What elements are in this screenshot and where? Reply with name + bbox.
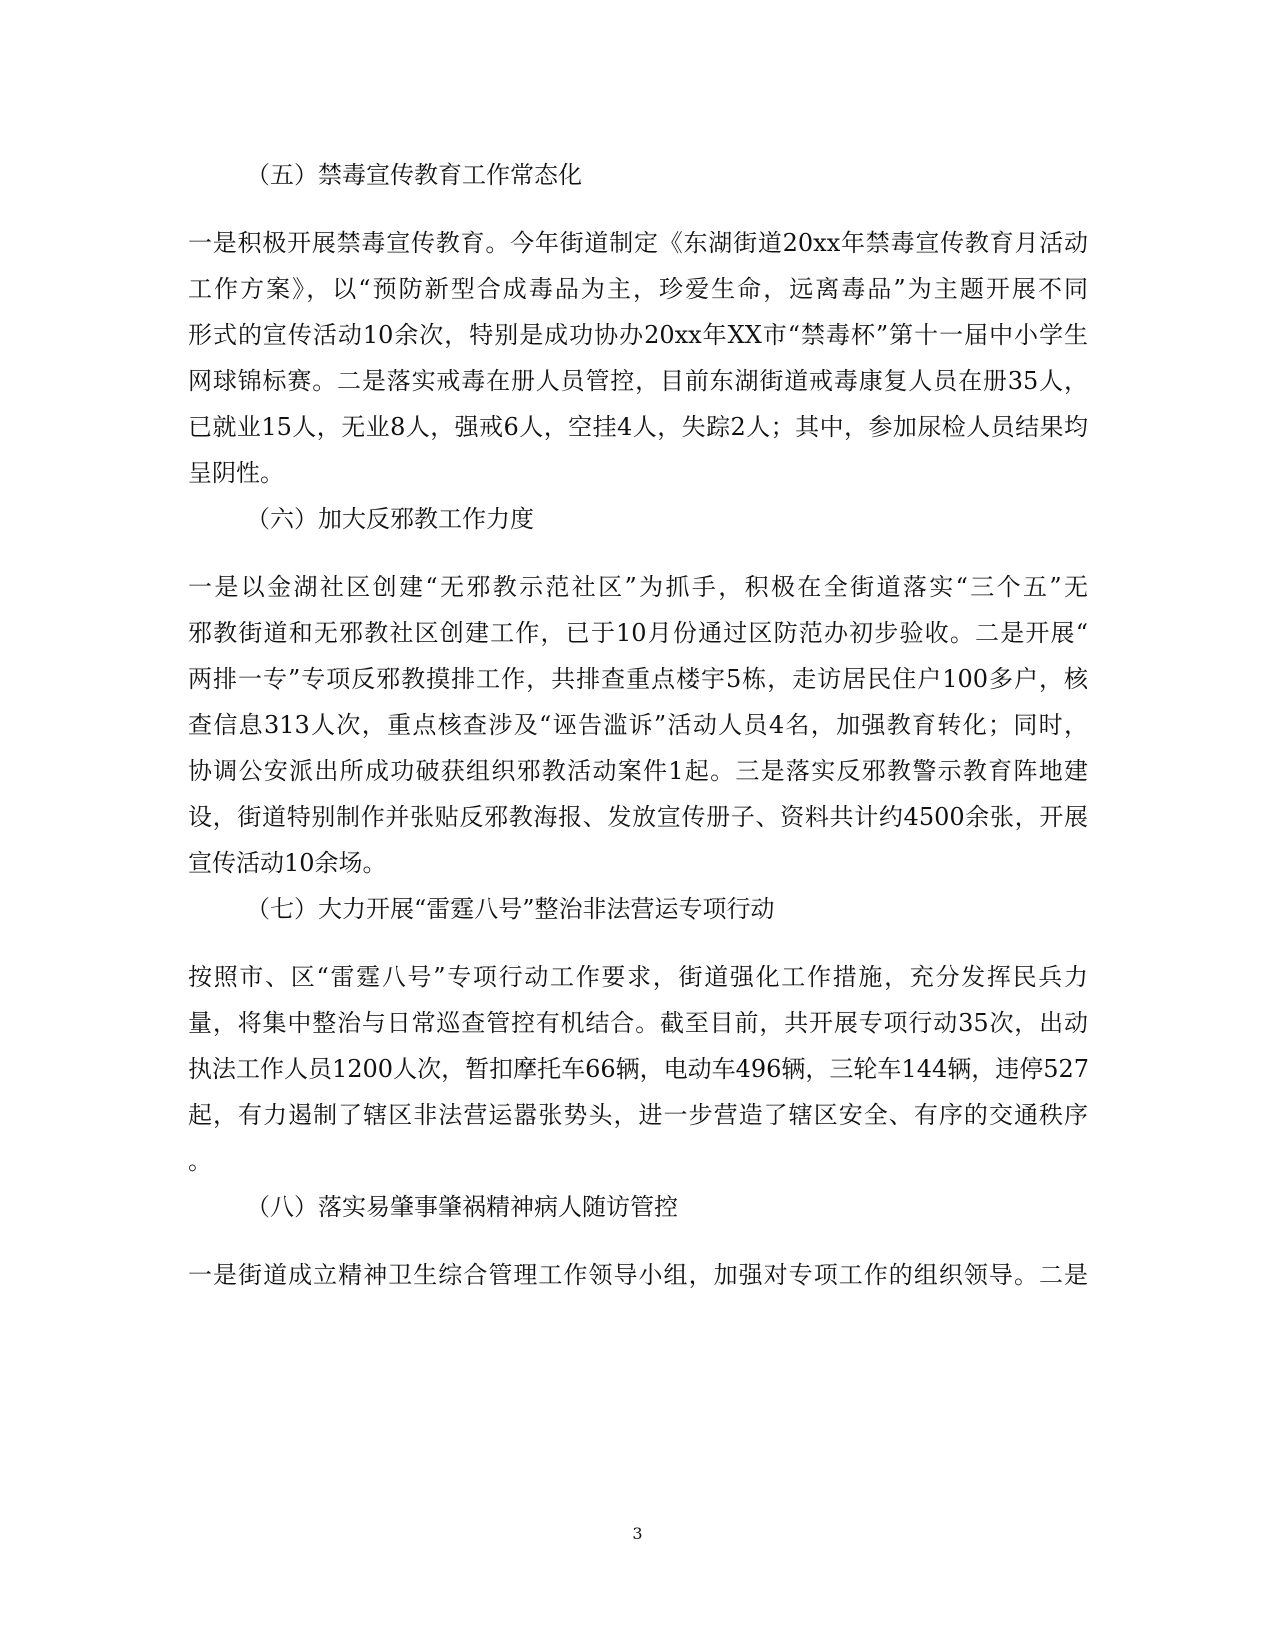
paragraph-line: 按照市、区“雷霆八号”专项行动工作要求，街道强化工作措施，充分发挥民兵力 [188,963,1088,991]
section-heading-7: （七）大力开展“雷霆八号”整治非法营运专项行动 [246,895,775,923]
paragraph-line: 已就业15人，无业8人，强戒6人，空挂4人，失踪2人；其中，参加尿检人员结果均 [188,413,1088,441]
paragraph-line: 量，将集中整治与日常巡查管控有机结合。截至目前，共开展专项行动35次，出动 [188,1009,1088,1037]
section-heading-8: （八）落实易肇事肇祸精神病人随访管控 [246,1193,678,1221]
section-heading-6: （六）加大反邪教工作力度 [246,505,534,533]
paragraph-line: 呈阴性。 [188,459,284,487]
paragraph-line: 。 [188,1147,212,1175]
paragraph-line: 工作方案》，以“预防新型合成毒品为主，珍爱生命，远离毒品”为主题开展不同 [188,275,1088,303]
paragraph-line: 协调公安派出所成功破获组织邪教活动案件1起。三是落实反邪教警示教育阵地建 [188,757,1088,785]
paragraph-line: 执法工作人员1200人次，暂扣摩托车66辆，电动车496辆，三轮车144辆，违停527 [188,1055,1090,1083]
section-heading-5: （五）禁毒宣传教育工作常态化 [246,161,582,189]
page-number: 3 [632,1524,643,1543]
paragraph-line: 宣传活动10余场。 [188,849,387,877]
paragraph-line: 查信息313人次，重点核查涉及“诬告滥诉”活动人员4名，加强教育转化；同时， [188,711,1088,739]
paragraph-line: 一是以金湖社区创建“无邪教示范社区”为抓手，积极在全街道落实“三个五”无 [188,573,1088,601]
paragraph-line: 邪教街道和无邪教社区创建工作，已于10月份通过区防范办初步验收。二是开展“ [188,619,1088,647]
paragraph-line: 一是积极开展禁毒宣传教育。今年街道制定《东湖街道20xx年禁毒宣传教育月活动 [188,229,1088,257]
paragraph-line: 形式的宣传活动10余次，特别是成功协办20xx年XX市“禁毒杯”第十一届中小学生 [188,321,1088,349]
paragraph-line: 网球锦标赛。二是落实戒毒在册人员管控，目前东湖街道戒毒康复人员在册35人， [188,367,1088,395]
paragraph-line: 两排一专”专项反邪教摸排工作，共排查重点楼宇5栋，走访居民住户100多户，核 [188,665,1088,693]
paragraph-line: 一是街道成立精神卫生综合管理工作领导小组，加强对专项工作的组织领导。二是 [188,1261,1088,1289]
paragraph-line: 起，有力遏制了辖区非法营运嚣张势头，进一步营造了辖区安全、有序的交通秩序 [188,1101,1088,1129]
paragraph-line: 设，街道特别制作并张贴反邪教海报、发放宣传册子、资料共计约4500余张，开展 [188,803,1088,831]
